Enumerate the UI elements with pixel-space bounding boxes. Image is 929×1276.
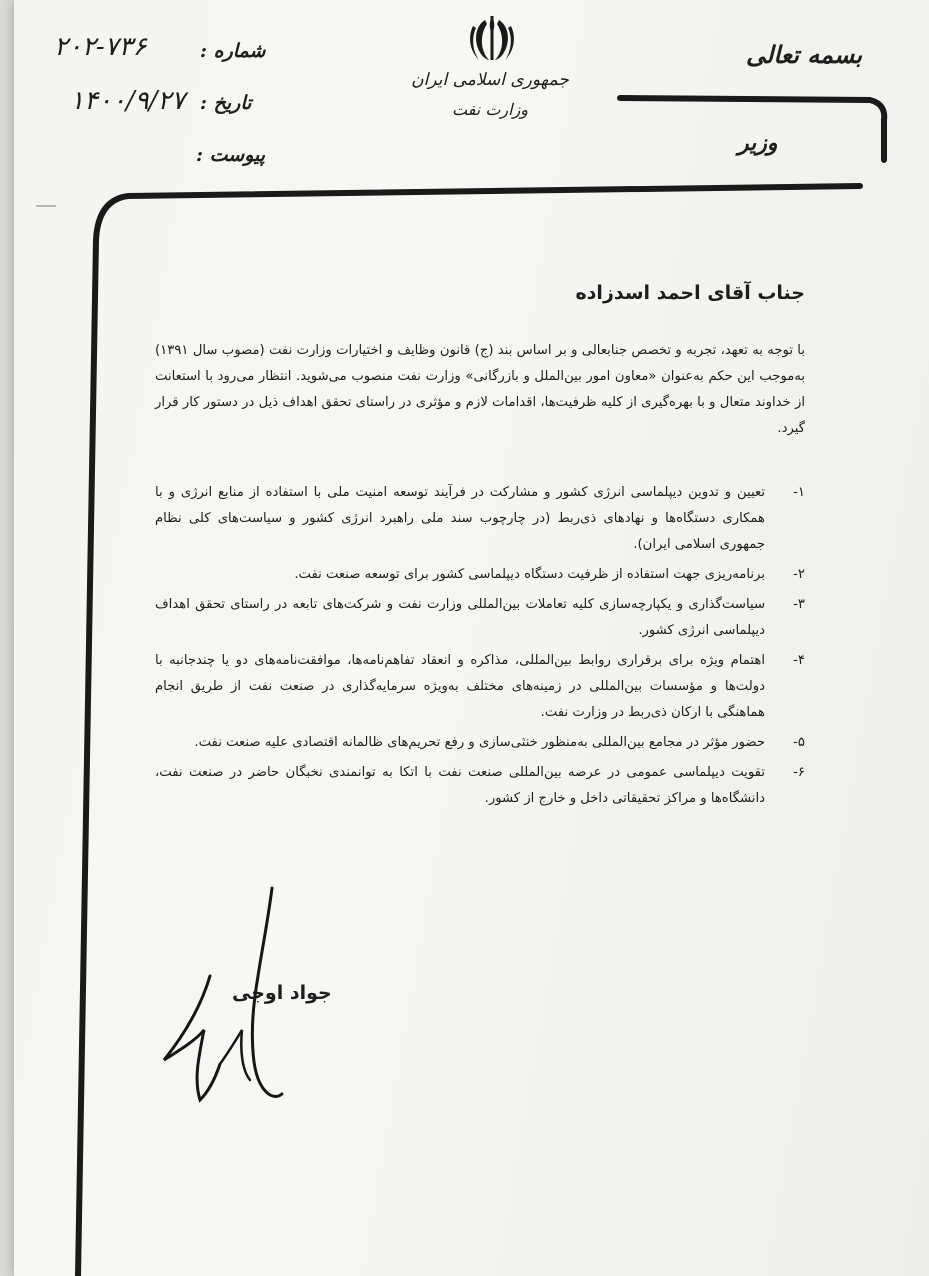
item-text: تعیین و تدوین دیپلماسی انرژی کشور و مشارکت در فرآیند توسعه امنیت ملی با استفاده از منابع انرژی و با همکاری دستگاه‌ها و نهادهای ذی‌ربط (در چارچوب سند ملی راهبرد انرژی کشور و سیاست‌های کلی نظام جمهوری اسلامی ایران). — [155, 485, 765, 552]
number-label: شماره : — [200, 40, 266, 62]
date-value: ۱۴۰۰/۹/۲۷ — [70, 86, 186, 116]
list-item — [155, 730, 805, 756]
basmala: بسمه تعالی — [746, 40, 863, 69]
recipient: جناب آقای احمد اسدزاده — [575, 282, 805, 304]
item-number: ۴- — [793, 653, 805, 668]
item-text: سیاست‌گذاری و یکپارچه‌سازی کلیه تعاملات بین‌المللی وزارت نفت و شرکت‌های تابعه در راستای تحقق اهداف دیپلماسی انرژی کشور. — [155, 597, 765, 638]
item-number: ۱- — [793, 485, 805, 500]
item-text: اهتمام ویژه برای برقراری روابط بین‌المللی، مذاکره و انعقاد تفاهم‌نامه‌ها، موافقت‌نامه‌های دو یا چندجانبه با دولت‌ها و مؤسسات بین‌المللی در زمینه‌های مختلف به‌ویژه سرمایه‌گذاری در صنعت نفت از طریق انجام هماهنگی با ارکان ذی‌ربط در وزارت نفت. — [155, 653, 765, 720]
iran-emblem-icon — [467, 12, 517, 66]
office-title: وزیر — [738, 130, 778, 156]
item-text: برنامه‌ریزی جهت استفاده از ظرفیت دستگاه دیپلماسی کشور برای توسعه صنعت نفت. — [294, 567, 765, 582]
list-item — [155, 648, 805, 726]
letter-intro — [155, 338, 805, 442]
item-number: ۵- — [793, 735, 805, 750]
number-value: ۲۰۲-۷۳۶ — [54, 32, 147, 62]
objectives-list — [155, 480, 805, 816]
org-line-1: جمهوری اسلامی ایران — [411, 70, 569, 90]
list-item — [155, 480, 805, 558]
list-item — [155, 562, 805, 588]
intro-paragraph: با توجه به تعهد، تجربه و تخصص جنابعالی و بر اساس بند (ج) قانون وظایف و اختیارات وزارت نفت (مصوب سال ۱۳۹۱) به‌موجب این حکم به‌عنوان «معاون امور بین‌الملل و بازرگانی» وزارت نفت منصوب می‌شوید. انتظار می‌رود با استعانت از خداوند متعال و با بهره‌گیری از کلیه ظرفیت‌ها، اقدامات لازم و مؤثری در راستای تحقق اهداف ذیل در دستور کار قرار گیرد. — [155, 343, 805, 436]
org-line-2: وزارت نفت — [451, 100, 529, 119]
date-label: تاریخ : — [200, 92, 252, 114]
item-number: ۳- — [793, 597, 805, 612]
attachment-label: پیوست : — [196, 144, 266, 166]
item-text: تقویت دیپلماسی عمومی در عرصه بین‌المللی صنعت نفت با اتکا به توانمندی نخبگان حاضر در صنعت نفت، دانشگاه‌ها و مراکز تحقیقاتی داخل و خارج از کشور. — [155, 765, 765, 806]
item-number: ۲- — [793, 567, 805, 582]
list-item — [155, 592, 805, 644]
signer-name: جواد اوجی — [232, 982, 332, 1004]
item-number: ۶- — [793, 765, 805, 780]
item-text: حضور مؤثر در مجامع بین‌المللی به‌منظور خنثی‌سازی و رفع تحریم‌های ظالمانه اقتصادی علیه صنعت نفت. — [194, 735, 765, 750]
list-item — [155, 760, 805, 812]
